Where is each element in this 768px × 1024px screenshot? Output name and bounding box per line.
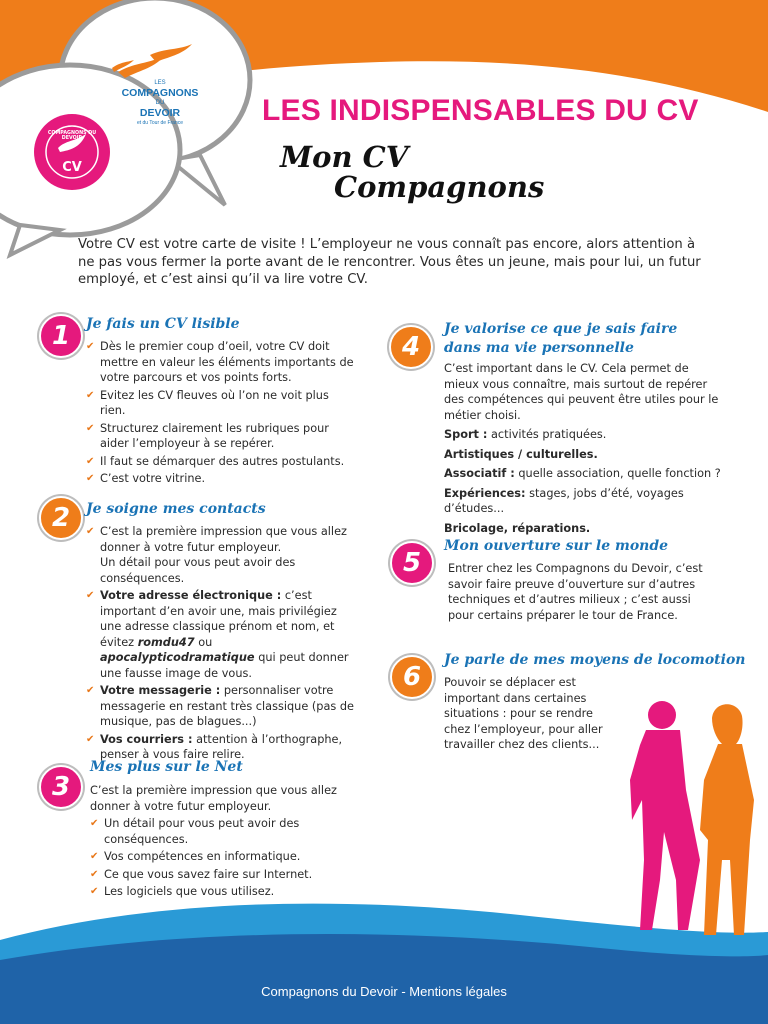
section-1-body bbox=[86, 339, 356, 489]
section-number-badge: 4 bbox=[389, 325, 433, 369]
script-title-line2: Compagnons bbox=[334, 170, 545, 204]
logo-line: DU bbox=[155, 100, 165, 106]
list-item: Associatif : quelle association, quelle fonction ? bbox=[444, 467, 721, 480]
list-item: ✔ Il faut se démarquer des autres postulants. bbox=[86, 454, 356, 470]
list-item: ✔ Un détail pour vous peut avoir des conséquences. bbox=[90, 816, 352, 847]
section-title: Je soigne mes contacts bbox=[86, 501, 266, 517]
section-number-badge: 5 bbox=[390, 541, 434, 585]
list-item: ✔ Structurez clairement les rubriques pour aider l’employeur à se repérer. bbox=[86, 421, 356, 452]
list-item: ✔ Vos compétences en informatique. bbox=[90, 849, 352, 865]
list-item: ✔ Les logiciels que vous utilisez. bbox=[90, 884, 352, 900]
logo-line: DEVOIR bbox=[139, 107, 181, 119]
list-item: ✔ Evitez les CV fleuves où l’on ne voit plus rien. bbox=[86, 388, 356, 419]
section-4-body bbox=[444, 361, 724, 540]
section-3-body bbox=[90, 783, 352, 902]
list-item: Bricolage, réparations. bbox=[444, 521, 591, 535]
logo-line: COMPAGNONS bbox=[121, 87, 199, 99]
list-item: ✔ Vos courriers : attention à l’orthographe, penser à vous faire relire. bbox=[86, 732, 358, 763]
list-item: ✔ Votre adresse électronique : c’est important d’en avoir une, mais privilégiez une adresse classique prénom et nom, et évitez romdu47 ou apocalypticodramatique qui peut donner une fausse image de vous. bbox=[86, 588, 358, 681]
logo-line: LES bbox=[154, 80, 166, 86]
section-title: Je fais un CV lisible bbox=[86, 316, 240, 332]
section-number-badge: 6 bbox=[390, 655, 434, 699]
compagnons-logo bbox=[112, 78, 208, 128]
seal-cv-label: CV bbox=[62, 160, 82, 175]
section-2-body bbox=[86, 524, 358, 765]
seal-ring-text: COMPAGNONS DU DEVOIR bbox=[47, 131, 97, 141]
section-3-lead: C’est la première impression que vous allez donner à votre futur employeur. bbox=[90, 784, 337, 813]
list-item: Expériences: stages, jobs d’été, voyages d’études... bbox=[444, 486, 684, 515]
footer-link[interactable]: Compagnons du Devoir - Mentions légales bbox=[261, 984, 507, 999]
page-title: LES INDISPENSABLES DU CV bbox=[262, 94, 699, 127]
list-item: Artistiques / culturelles. bbox=[444, 447, 598, 461]
section-6-body: Pouvoir se déplacer est important dans certaines situations : pour se rendre chez l’employeur, pour aller travailler chez des clients... bbox=[444, 676, 603, 751]
section-number-badge: 2 bbox=[39, 496, 83, 540]
list-item: ✔ C’est votre vitrine. bbox=[86, 471, 356, 487]
seal-bubble-tail bbox=[10, 225, 60, 255]
man-silhouette bbox=[630, 701, 700, 930]
woman-silhouette bbox=[700, 704, 754, 935]
section-title: Je parle de mes moyens de locomotion bbox=[444, 652, 746, 668]
section-title: Mes plus sur le Net bbox=[90, 759, 243, 775]
script-title-line1: Mon CV bbox=[280, 140, 409, 174]
section-5-body: Entrer chez les Compagnons du Devoir, c’est savoir faire preuve d’ouverture sur d’autres techniques et d’autres milieux ; c’est aussi pour certains préparer le tour de France. bbox=[448, 562, 703, 622]
list-item: ✔ Ce que vous savez faire sur Internet. bbox=[90, 867, 352, 883]
section-title: Je valorise ce que je sais faire dans ma vie personnelle bbox=[444, 321, 678, 356]
intro-paragraph: Votre CV est votre carte de visite ! L’employeur ne vous connaît pas encore, alors attention à ne pas vous fermer la porte avant de le rencontrer. Vous êtes un jeune, mais pour lui, un futur employé, et c’est ainsi qu’il va lire votre CV. bbox=[78, 237, 701, 287]
section-number-badge: 3 bbox=[39, 765, 83, 809]
section-4-lead: C’est important dans le CV. Cela permet de mieux vous connaître, mais surtout de repérer des compétences qui peuvent être utiles pour le métier choisi. bbox=[444, 362, 719, 422]
section-number-badge: 1 bbox=[39, 314, 83, 358]
list-item: ✔ C’est la première impression que vous allez donner à votre futur employeur. Un détail pour vous peut avoir des conséquences. bbox=[86, 524, 358, 586]
list-item: ✔ Votre messagerie : personnaliser votre messagerie en restant très classique (pas de musique, pas de blagues...) bbox=[86, 683, 358, 730]
logo-line: et du Tour de France bbox=[136, 120, 184, 126]
list-item: ✔ Dès le premier coup d’oeil, votre CV doit mettre en valeur les éléments importants de votre parcours et vos points forts. bbox=[86, 339, 356, 386]
section-title: Mon ouverture sur le monde bbox=[444, 538, 669, 554]
list-item: Sport : activités pratiquées. bbox=[444, 428, 607, 441]
